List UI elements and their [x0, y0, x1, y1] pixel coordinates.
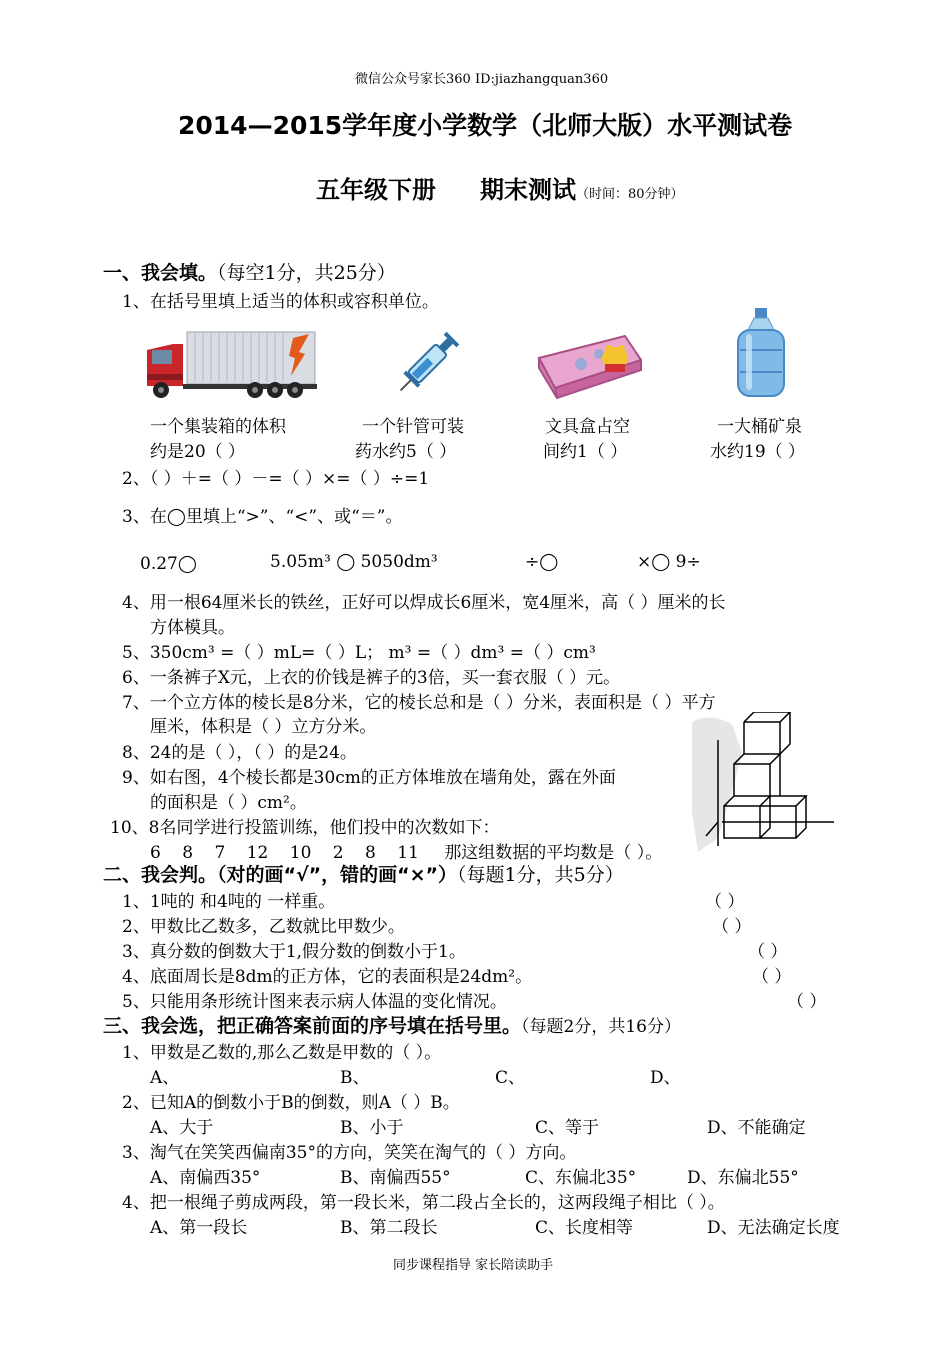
score-value: 8: [365, 843, 376, 863]
time-label: （时间：80分钟）: [576, 187, 684, 202]
question-1-6: 6、一条裤子X元，上衣的价钱是裤子的3倍，买一套衣服（ ）元。: [122, 668, 621, 688]
cube-stack-figure: [688, 712, 838, 856]
question-1-9-line-2: 的面积是（ ）cm²。: [150, 793, 307, 813]
section-1-title: 一、我会填。: [103, 262, 218, 284]
section-1-heading: [103, 258, 396, 285]
section-3-title: 三、我会选，把正确答案前面的序号填在括号里。: [103, 1015, 522, 1037]
judge-item-1: 1、1吨的 和4吨的 一样重。: [122, 892, 336, 912]
choice-2-option-b[interactable]: B、小于: [340, 1118, 404, 1138]
judge-item-5: 5、只能用条形统计图来表示病人体温的变化情况。: [122, 992, 507, 1012]
compare-item-1: 0.27◯: [140, 554, 197, 574]
choice-1-option-d[interactable]: D、: [650, 1068, 681, 1088]
grade-label: 五年级下册: [316, 176, 436, 204]
footer-text: 同步课程指导 家长陪读助手: [393, 1258, 554, 1273]
compare-item-4: ×◯ 9÷: [637, 552, 701, 572]
question-1-2: 2、（ ）＋=（ ）－=（ ）×=（ ）÷=1: [122, 469, 430, 489]
judge-blank-3[interactable]: （ ）: [748, 942, 788, 962]
picture-1-caption-2: 约是20（ ）: [150, 442, 246, 462]
choice-3-option-a[interactable]: A、南偏西35°: [150, 1168, 261, 1188]
choice-1-option-a[interactable]: A、: [150, 1068, 180, 1088]
header-watermark: 微信公众号家长360 ID:jiazhangquan360: [355, 72, 609, 87]
picture-2-caption-2: 药水约5（ ）: [355, 442, 457, 462]
section-2-heading: [103, 860, 624, 887]
choice-2-option-c[interactable]: C、等于: [535, 1118, 600, 1138]
choice-4-option-c[interactable]: C、长度相等: [535, 1218, 634, 1238]
score-value: 2: [332, 843, 344, 863]
score-value: 7: [214, 843, 226, 863]
choice-question-2: 2、已知A的倒数小于B的倒数，则A（ ）B。: [122, 1093, 460, 1113]
question-1-7-line-2: 厘米，体积是（ ）立方分米。: [150, 717, 377, 737]
judge-item-3: 3、真分数的倒数大于1,假分数的倒数小于1。: [122, 942, 466, 962]
judge-blank-4[interactable]: （ ）: [752, 967, 792, 987]
question-1-8: 8、24的是（ ），（ ）的是24。: [122, 743, 357, 763]
pencil-box-icon: [533, 330, 645, 402]
choice-3-option-b[interactable]: B、南偏西55°: [340, 1168, 451, 1188]
question-1-5: 5、350cm³ =（ ）mL=（ ）L； m³ =（ ）dm³ =（ ）cm³: [122, 643, 596, 663]
score-value: 8: [182, 843, 194, 863]
truck-icon: [143, 328, 319, 400]
question-1-9-line-1: 9、如右图，4个棱长都是30cm的正方体堆放在墙角处，露在外面: [122, 768, 616, 788]
score-value: 12: [246, 843, 269, 863]
picture-2-caption-1: 一个针管可装: [362, 417, 464, 437]
choice-question-4: 4、把一根绳子剪成两段，第一段长米，第二段占全长的，这两段绳子相比（ ）。: [122, 1193, 725, 1213]
choice-1-option-c[interactable]: C、: [495, 1068, 526, 1088]
choice-3-option-d[interactable]: D、东偏北55°: [687, 1168, 799, 1188]
question-1-10: 10、8名同学进行投篮训练，他们投中的次数如下：: [110, 818, 500, 838]
choice-4-option-a[interactable]: A、第一段长: [150, 1218, 248, 1238]
picture-3-caption-2: 间约1（ ）: [543, 442, 628, 462]
picture-4-caption-2: 水约19（ ）: [710, 442, 806, 462]
question-1-4-line-1: 4、用一根64厘米长的铁丝，正好可以焊成长6厘米，宽4厘米，高（ ）厘米的长: [122, 593, 726, 613]
compare-item-3: ÷◯: [525, 552, 559, 572]
section-2-title: 二、我会判。（对的画“√”，错的画“×”）: [103, 864, 458, 886]
judge-blank-2[interactable]: （ ）: [712, 917, 752, 937]
choice-3-option-c[interactable]: C、东偏北35°: [525, 1168, 637, 1188]
test-label: 期末测试: [480, 176, 576, 204]
average-question: 那这组数据的平均数是（ ）。: [444, 843, 663, 863]
score-value: 10: [289, 843, 312, 863]
picture-4-caption-1: 一大桶矿泉: [717, 417, 802, 437]
section-1-score: （每空1分，共25分）: [217, 262, 396, 284]
score-value: 6: [150, 843, 161, 863]
exam-subtitle: [316, 170, 684, 205]
exam-title: 2014—2015学年度小学数学（北师大版）水平测试卷: [178, 111, 793, 140]
choice-1-option-b[interactable]: B、: [340, 1068, 370, 1088]
picture-3-caption-1: 文具盒占空: [545, 417, 630, 437]
section-3-heading: [103, 1011, 681, 1038]
question-1-7-line-1: 7、一个立方体的棱长是8分米，它的棱长总和是（ ）分米，表面积是（ ）平方: [122, 693, 716, 713]
choice-4-option-d[interactable]: D、无法确定长度: [707, 1218, 840, 1238]
section-2-score: （每题1分，共5分）: [457, 864, 624, 886]
judge-blank-1[interactable]: （ ）: [705, 892, 745, 912]
compare-item-2: 5.05m³ ◯ 5050dm³: [270, 552, 438, 572]
choice-2-option-a[interactable]: A、大于: [150, 1118, 214, 1138]
judge-item-2: 2、甲数比乙数多，乙数就比甲数少。: [122, 917, 405, 937]
picture-1-caption-1: 一个集装箱的体积: [150, 417, 286, 437]
choice-question-3: 3、淘气在笑笑西偏南35°的方向，笑笑在淘气的（ ）方向。: [122, 1143, 577, 1163]
question-1-1: 1、在括号里填上适当的体积或容积单位。: [122, 292, 439, 312]
choice-question-1: 1、甲数是乙数的,那么乙数是甲数的（ ）。: [122, 1043, 442, 1063]
water-bucket-icon: [734, 306, 788, 402]
question-1-3: 3、在◯里填上“>”、“<”、或“＝”。: [122, 507, 403, 527]
choice-2-option-d[interactable]: D、不能确定: [707, 1118, 806, 1138]
section-3-score: （每题2分，共16分）: [521, 1017, 681, 1037]
question-1-4-line-2: 方体模具。: [150, 618, 235, 638]
choice-4-option-b[interactable]: B、第二段长: [340, 1218, 438, 1238]
judge-blank-5[interactable]: （ ）: [787, 992, 827, 1012]
judge-item-4: 4、底面周长是8dm的正方体，它的表面积是24dm²。: [122, 967, 533, 987]
syringe-icon: [386, 330, 466, 400]
score-value: 11: [397, 843, 419, 863]
